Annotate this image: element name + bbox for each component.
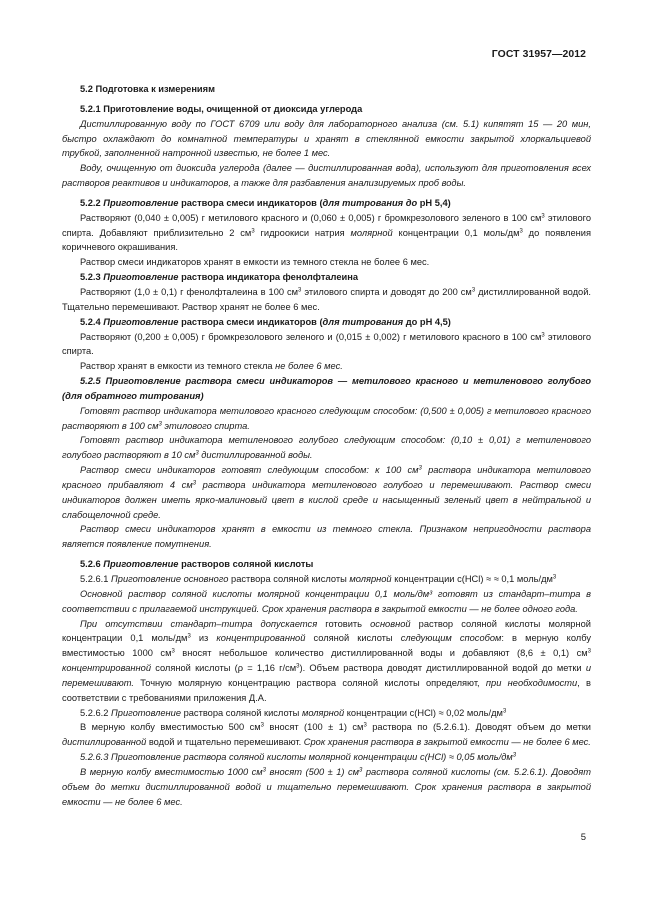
section-5-2-4-heading: 5.2.4 Приготовление раствора смеси индикаторов (для титрования до pH 4,5) (80, 316, 451, 327)
paragraph: Раствор хранят в емкости из темного стекла не более 6 мес. (80, 361, 343, 372)
paragraph: Дистиллированную воду по ГОСТ 6709 или воду для лабораторного анализа (см. 5.1) кипятят 15 — 20 мин, быстро охлаждают до комнатной температуры и хранят в стеклянной емкости закрытой хлоркальциевой трубкой, заполненной натронной известью, не более 1 мес. (62, 118, 591, 159)
paragraph: 5.2.6.2 Приготовление раствора соляной кислоты молярной концентрации c(HCl) ≈ 0,02 моль/$дм^3$ (80, 707, 507, 718)
paragraph: Раствор смеси индикаторов готовят следующим способом: к 100 $см^3$ раствора индикатора метилового красного прибавляют 4 $см^3$ раствора индикатора метиленового голубого и перемешивают. Раствор смеси индикаторов должен иметь ярко-малиновый цвет в кислой среде и насыщенный зеленый цвет в нейтральной и слабощелочной среде. (62, 465, 591, 520)
paragraph: При отсутствии стандарт–титра допускается готовить основной раствор соляной кислоты молярной концентрации 0,1 моль/$дм^3$ из концентрированной соляной кислоты следующим способом: в мерную колбу вместимостью 1000 $см^3$ вносят небольшое количество дистиллированной воды и добавляют (8,6 ± 0,1) $см^3$ концентрированной соляной кислоты (ρ = 1,16 $г/см^3$). Объем раствора доводят дистиллированной водой до метки и перемешивают. Точную молярную концентрацию раствора соляной кислоты определяют, при необходимости, в соответствии с требованиями приложения Д.А. (62, 618, 591, 703)
standard-designation: ГОСТ 31957—2012 (491, 49, 586, 60)
document-body (62, 82, 591, 810)
paragraph: Растворяют (0,200 ± 0,005) г бромкрезолового зеленого и (0,015 ± 0,002) г метилового красного в 100 $см^3$ этилового спирта. (62, 331, 591, 357)
paragraph: Воду, очищенную от диоксида углерода (далее — дистиллированная вода), используют для приготовления всех растворов реактивов и индикаторов, а также для разбавления анализируемых проб воды. (62, 163, 591, 189)
paragraph: 5.2.6.3 Приготовление раствора соляной кислоты молярной концентрации c(HCl) ≈ 0,05 моль/$дм^3$ (80, 752, 517, 763)
section-5-2-heading: 5.2 Подготовка к измерениям (80, 84, 215, 94)
section-5-2-6-heading: 5.2.6 Приготовление растворов соляной кислоты (80, 559, 314, 570)
paragraph: Готовят раствор индикатора метиленового голубого следующим способом: (0,10 ± 0,01) г метиленового голубого растворяют в 10 $см^3$ дистиллированной воды. (62, 435, 591, 461)
paragraph: Раствор смеси индикаторов хранят в емкости из темного стекла не более 6 мес. (80, 257, 430, 268)
page-number: 5 (580, 832, 586, 843)
paragraph: Готовят раствор индикатора метилового красного следующим способом: (0,500 ± 0,005) г метилового красного растворяют в 100 $см^3$ этилового спирта. (62, 405, 591, 431)
paragraph: Растворяют (0,040 ± 0,005) г метилового красного и (0,060 ± 0,005) г бромкрезолового зеленого в 100 $см^3$ этилового спирта. Добавляют приблизительно 2 $см^3$ гидроокиси натрия молярной концентрации 0,1 моль/$дм^3$ до появления коричневого окрашивания. (62, 212, 591, 253)
paragraph: В мерную колбу вместимостью 500 $см^3$ вносят (100 ± 1) $см^3$ раствора по (5.2.6.1). Доводят объем до метки дистиллированной водой и тщательно перемешивают. Срок хранения раствора в закрытой емкости — не более 6 мес. (62, 722, 591, 748)
section-5-2-5-heading: 5.2.5 Приготовление раствора смеси индикаторов — метилового красного и метиленового голубого (для обратного титрования) (62, 376, 591, 401)
paragraph: 5.2.6.1 Приготовление основного раствора соляной кислоты молярной концентрации c(HCl) ≈ ≈ 0,1 моль/$дм^3$ (80, 574, 557, 584)
section-5-2-2-heading: 5.2.2 Приготовление раствора смеси индикаторов (для титрования до pH 5,4) (80, 197, 451, 208)
paragraph: Раствор смеси индикаторов хранят в емкости из темного стекла. Признаком непригодности раствора является появление помутнения. (62, 524, 591, 550)
paragraph: Растворяют (1,0 ± 0,1) г фенолфталеина в 100 $см^3$ этилового спирта и доводят до 200 $см^3$ дистиллированной водой. Тщательно перемешивают. Раствор хранят не более 6 мес. (62, 286, 591, 312)
paragraph: В мерную колбу вместимостью 1000 $см^3$ вносят (500 ± 1) $см^3$ раствора соляной кислоты (см. 5.2.6.1). Доводят объем до метки дистиллированной водой и тщательно перемешивают. Срок хранения раствора в закрытой емкости — не более 6 мес. (62, 766, 591, 807)
section-5-2-3-heading: 5.2.3 Приготовление раствора индикатора фенолфталеина (80, 272, 358, 283)
paragraph: Основной раствор соляной кислоты молярной концентрации 0,1 моль/дм³ готовят из стандарт–титра в соответствии с прилагаемой инструкцией. Срок хранения раствора в закрытой емкости — не более одного года. (62, 588, 591, 614)
section-5-2-1-heading: 5.2.1 Приготовление воды, очищенной от диоксида углерода (80, 103, 363, 114)
